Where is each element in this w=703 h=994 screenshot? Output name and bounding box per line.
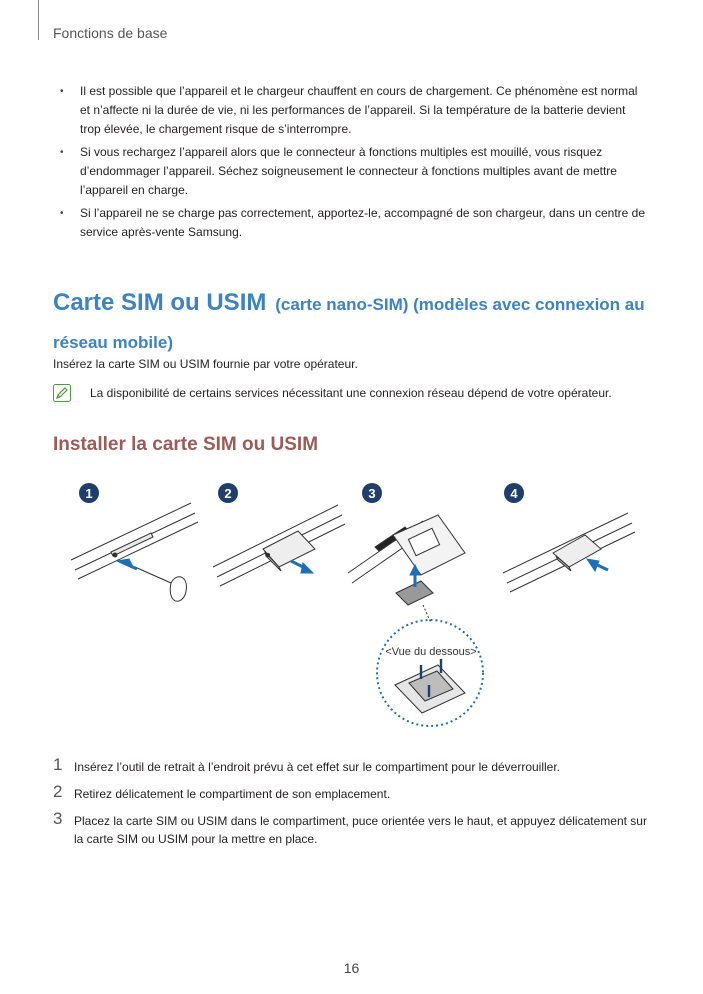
- svg-text:4: 4: [510, 486, 518, 501]
- step3-drawing: [348, 515, 465, 623]
- sim-install-illustration: [53, 475, 653, 740]
- step-item: [53, 782, 653, 803]
- step-badge-2: [218, 483, 238, 503]
- note-box: [53, 381, 653, 405]
- step-number: 3: [53, 809, 63, 828]
- bullet-item: • Si vous rechargez l’appareil alors que le connecteur à fonctions multiples est mouillé, vous risquez d’endommager l’appareil. Séchez soigneusement le connecteur à fonctions multiples avant de mettre l’appareil en charge.: [60, 143, 645, 200]
- note-pen-icon: [53, 384, 71, 402]
- subsection-title: Installer la carte SIM ou USIM: [53, 434, 319, 455]
- margin-rule: [38, 0, 39, 40]
- step-number: 2: [53, 782, 63, 801]
- step-badge-3: [362, 483, 382, 503]
- svg-text:3: 3: [368, 486, 376, 501]
- section-title-main: Carte SIM ou USIM: [53, 289, 267, 316]
- install-steps: [53, 755, 653, 857]
- section-intro: Insérez la carte SIM ou USIM fournie par votre opérateur.: [53, 357, 358, 371]
- bottom-view-detail: [377, 620, 483, 726]
- step-badge-1: [79, 483, 99, 503]
- step-item: [53, 755, 653, 776]
- section-title: [53, 283, 653, 359]
- charging-notes: [60, 82, 645, 246]
- step-text: Placez la carte SIM ou USIM dans le compartiment, puce orientée vers le haut, et appuyez délicatement sur la carte SIM ou USIM pour la mettre en place.: [74, 814, 647, 846]
- svg-text:2: 2: [224, 486, 232, 501]
- step2-drawing: [213, 505, 345, 586]
- step-item: [53, 809, 653, 848]
- step1-drawing: [71, 503, 198, 601]
- step-text: Retirez délicatement le compartiment de son emplacement.: [74, 787, 391, 801]
- bullet-item: • Si l’appareil ne se charge pas correctement, apportez-le, accompagné de son chargeur, dans un centre de service après-vente Samsung.: [60, 204, 645, 242]
- step-text: Insérez l’outil de retrait à l’endroit prévu à cet effet sur le compartiment pour le déverrouiller.: [74, 760, 561, 774]
- step-badge-4: [504, 483, 524, 503]
- page-number: 16: [343, 960, 360, 976]
- note-text: La disponibilité de certains services nécessitant une connexion réseau dépend de votre opérateur.: [90, 386, 612, 400]
- bottom-view-label: <Vue du dessous>: [385, 646, 477, 658]
- section-title-sub: (carte nano-SIM) (modèles avec connexion au réseau mobile): [53, 295, 645, 352]
- running-header: Fonctions de base: [53, 25, 168, 41]
- step4-drawing: [503, 513, 635, 592]
- bullet-item: • Il est possible que l’appareil et le chargeur chauffent en cours de chargement. Ce phénomène est normal et n’affecte ni la durée de vie, ni les performances de l’appareil. Si la température de la batterie devient trop élevée, le chargement risque de s’interrompre.: [60, 82, 645, 139]
- svg-text:1: 1: [85, 486, 93, 501]
- step-number: 1: [53, 755, 63, 774]
